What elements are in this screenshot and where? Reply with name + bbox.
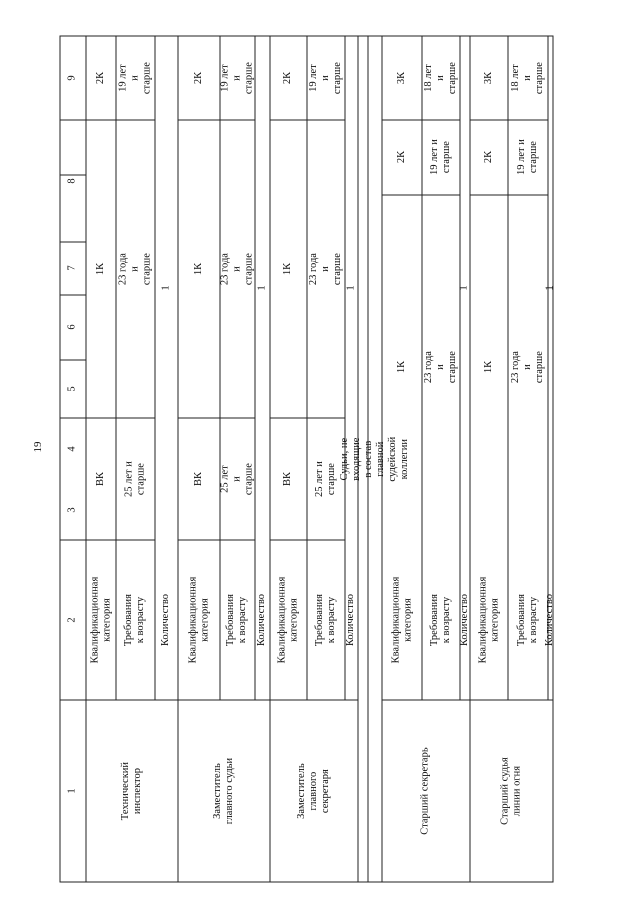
age-value: 19 лет и старше bbox=[117, 61, 153, 95]
qualification-value: 2К bbox=[94, 71, 106, 85]
qualification-value: 2К bbox=[282, 71, 294, 85]
col-header-7: 7 bbox=[66, 265, 78, 272]
qualification-value: 1К bbox=[192, 262, 204, 276]
row-label-quantity: Количество bbox=[458, 593, 470, 647]
col-header-5: 5 bbox=[66, 386, 78, 392]
quantity-value: 1 bbox=[544, 285, 556, 291]
age-value: 23 года и старше bbox=[422, 351, 459, 384]
position-name: Старший секретарь bbox=[419, 747, 431, 835]
age-value: 25 лет и старше bbox=[313, 461, 337, 497]
qualification-value: 1К bbox=[94, 262, 106, 276]
position-name: Заместитель главного секретаря bbox=[295, 763, 332, 819]
qualification-value: ВК bbox=[192, 471, 204, 487]
row-label-age: Требования к возрасту bbox=[225, 593, 249, 647]
row-label-qualification: Квалификационная категория bbox=[88, 576, 112, 664]
col-header-4: 4 bbox=[66, 446, 78, 452]
age-value: 25 лет и старше bbox=[219, 462, 255, 496]
row-label-age: Требования к возрасту bbox=[515, 593, 540, 647]
qualification-value: 1К bbox=[282, 262, 294, 276]
col-header-6: 6 bbox=[66, 324, 78, 331]
position-name: Заместитель главного судьи bbox=[211, 757, 235, 825]
row-label-age: Требования к возрасту bbox=[123, 593, 147, 647]
age-value: 19 лет и старше bbox=[219, 61, 255, 95]
col-header-3: 3 bbox=[66, 507, 78, 513]
age-value: 23 года и старше bbox=[117, 252, 153, 286]
qualification-value: 2К bbox=[482, 151, 494, 164]
age-value: 18 лет и старше bbox=[509, 61, 546, 95]
age-value: 18 лет и старше bbox=[422, 61, 459, 95]
col-header-8: 8 bbox=[66, 178, 78, 184]
qualification-value: 3К bbox=[395, 71, 407, 85]
qualification-value: 1К bbox=[395, 361, 407, 374]
qualification-value: 2К bbox=[395, 151, 407, 164]
qualification-value: ВК bbox=[282, 471, 294, 487]
row-label-qualification: Квалификационная категория bbox=[276, 576, 300, 664]
position-name: Старший судья линии огня bbox=[499, 757, 523, 825]
row-label-qualification: Квалификационная категория bbox=[186, 576, 210, 664]
col-header-1: 1 bbox=[66, 788, 78, 794]
quantity-value: 1 bbox=[345, 285, 357, 291]
qualification-value: 2К bbox=[192, 71, 204, 85]
page-number: 19 bbox=[32, 441, 44, 453]
age-value: 23 года и старше bbox=[219, 252, 255, 286]
quantity-value: 1 bbox=[458, 285, 470, 291]
row-label-qualification: Квалификационная категория bbox=[476, 576, 500, 664]
row-label-age: Требования к возрасту bbox=[428, 593, 453, 647]
quantity-value: 1 bbox=[256, 285, 268, 291]
row-label-quantity: Количество bbox=[345, 593, 357, 647]
position-name: Технический инспектор bbox=[119, 761, 143, 821]
qualification-value: 3К bbox=[482, 71, 494, 85]
age-value: 25 лет и старше bbox=[123, 461, 147, 497]
qualification-value: ВК bbox=[94, 471, 106, 487]
row-label-quantity: Количество bbox=[544, 593, 556, 647]
section-heading: Судьи, не входящие в состав главной судейской коллегии bbox=[338, 436, 411, 482]
row-label-qualification: Квалификационная категория bbox=[389, 576, 413, 664]
row-label-quantity: Количество bbox=[160, 593, 172, 647]
age-value: 23 года и старше bbox=[307, 252, 344, 286]
row-label-quantity: Количество bbox=[256, 593, 268, 647]
col-header-2: 2 bbox=[66, 617, 78, 623]
col-header-9: 9 bbox=[66, 75, 78, 81]
age-value: 19 лет и старше bbox=[307, 61, 344, 95]
qualification-value: 1К bbox=[482, 361, 494, 374]
row-label-age: Требования к возрасту bbox=[313, 593, 338, 647]
quantity-value: 1 bbox=[160, 285, 172, 291]
age-value: 23 года и старше bbox=[509, 351, 546, 384]
age-value: 19 лет и старше bbox=[428, 139, 452, 176]
age-value: 19 лет и старше bbox=[515, 139, 539, 176]
